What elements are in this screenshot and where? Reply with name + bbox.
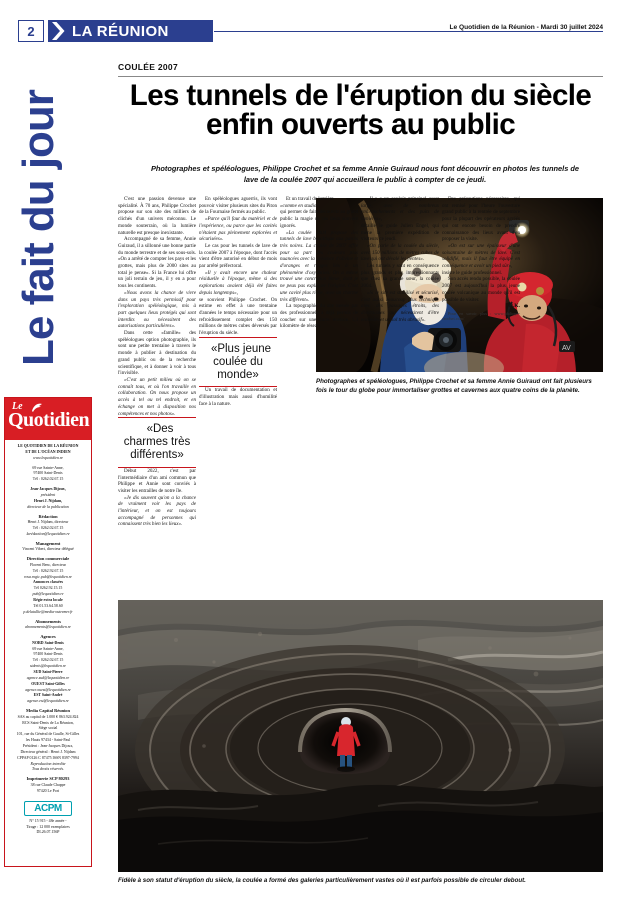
photo-caption-top: Photographes et spéléologues, Philippe Crochet et sa femme Annie Guiraud ont fait plusieurs fois le tour du globe pour immortaliser grottes et cavernes aux quatre coins de la planète. [316,378,592,394]
paragraph: Les tunnels y sont en conséquence plus grands et plus impressionnants que chez sa grande sœur, la coulée 2004. [361,263,439,290]
paragraph: insiste le guide professionnel. [442,269,502,276]
media-line-6: Président : Jean-Jacques Dijoux, [22,744,74,749]
director-role: directeur de la publication [27,504,69,509]
media-line-9: Reproduction interdite [30,761,66,766]
agence-ouest-mail[interactable]: agence.ouest@lequotidien.re [25,687,71,692]
agence-est-mail[interactable]: agence.est@lequotidien.re [27,699,69,704]
agence-nord-addr-2: 97400 Saint-Denis [33,652,63,657]
paragraph: Dans cette «famille» des spéléologues option photographie, ils sont une petite trentaine à travers le monde à publier à destination du grand public ou de la recherche scientifique, et à donner à voir à tous l'invisible. [118,330,196,377]
column-3 [280,196,358,330]
media-line-10: Tous droits réservés. [31,767,65,772]
column-4 [361,196,439,323]
paragraph: Et un travail de lumière [286,196,334,202]
paragraph-quote: «Il y avait encore une chaleur résiduelle à l'époque, même si des explorations avaient déjà été faites depuis longtemps», [199,269,277,296]
paragraph-quote: «Il y a un couloir principal assez large, avec de nombreux embranchements et des puits de lumières», [361,196,439,223]
paragraph-quote: «comme en studio», [280,202,321,209]
photo-lava-tunnel [118,600,603,872]
management-head: Management [35,540,61,546]
svg-text:AV: AV [562,345,571,352]
paragraph-quote: «Nous avons la chance de vivre dans un pays très permissif pour l'exploration spéléologique, mis à part quelques lieux protégés qui sont interdits ou nécessitent des autorisations particulières». [118,289,196,330]
media-line-4: 101, rue du Général de Gaulle, St-Gilles [16,732,80,737]
media-line-3: Siège social [38,726,58,731]
colophon-body [5,440,91,838]
paragraph: Son accès rendu possible, la coulée 2007 est aujourd'hui la plus jeune coulée volcanique au monde qu'il est possible de visiter. [442,276,520,303]
redaction-line: Henri J. Nijdam, directeur [27,520,69,525]
article-standfirst: Photographes et spéléologues, Philippe Crochet et sa femme Annie Guiraud nous font découvrir en photos les tunnels de lave de la coulée 2007 qui accueillera le public à compter de ce jeudi. [150,164,580,184]
media-line-5: les Hauts 97434 - Saint-Paul [25,738,71,743]
subhead-plus-jeune: «Plus jeune coulée du monde» [199,337,277,388]
agences-head: Agences [40,634,56,640]
media-line-2: RCS Saint-Denis de La Réunion, [22,720,74,725]
agence-nord-phone: Tél : 0262.02.67.15 [32,658,64,663]
classees-phone: Tél 0262.92.15.15 [33,586,63,591]
regie-head: Régie extra locale [33,598,63,603]
commercial-line: Florent Benc, directeur [30,562,66,567]
paragraph-quote: «La coulée 2004 propose des tunnels de lave basaltique aux parois très noires. La coulée de 2007 offre pour sa part des couleurs plus nuancées avec la présence d'olivine et d'oranges et rouges liés à un phénomène d'oxydation. On a même trouvé une concrétion bleue, dont je ne peux pas expliquer l'origine. C'est une cavité plus riche, avec un charme très différent». [280,229,358,303]
colophon-website[interactable]: www.lequotidien.re [32,455,64,460]
issue-line-2: Tirage : 12 000 exemplaires [26,824,70,829]
agence-sud-mail[interactable]: agence.sud@lequotidien.re [26,675,70,680]
media-head: Media Capital Réunion [26,708,70,714]
pub-mail[interactable]: pub@lequotidien.re [32,592,64,597]
redaction-mail[interactable]: larédaction@lequotidien.re [26,531,70,536]
imprimerie-head: Imprimerie SCP 80293 [26,776,70,782]
section-flag [48,20,213,42]
imprimerie-addr-2: 97420 Le Port [36,788,60,793]
paragraph-quote: «On parle de la coulée du siècle, avec 150 millions de mètres cubes de lave qui ont dévalé les pentes». [361,242,439,263]
paragraph: Le cas pour les tunnels de lave de la coulée 2007 à l'époque, dont l'accès vient d'être autorisé en début de mois par arrêté préfectoral. [199,242,277,270]
column-1 [118,196,196,528]
paragraph: En spéléologues aguerris, ils vont pouvoir visiter plusieurs sites du Piton de la Fournaise fermés au public. [199,196,277,216]
article-end-note: Pour en savoir plus : www.philippe-crochet.com/ [442,310,520,322]
article-kicker: COULÉE 2007 [118,62,178,72]
acpm-label: ACPM [34,802,62,814]
column-2 [199,196,277,408]
colophon-box [4,397,92,867]
regie-phone: Tél 01.53.64.58.60 [33,603,63,608]
chevron-right-icon [48,20,70,42]
colophon-address-1: 69 rue Sainte-Anne, [32,465,64,470]
president-name: Jean-Jacques Dijoux, [30,487,66,492]
commercial-phone: Tél : 0262.92.67.15 [32,568,64,573]
paragraph: se souvient Philippe Crochet. On estime en effet à une trentaine d'années le temps nécessaire pour un refroidissement complet des 150 millions de mètres cubes déversés par l'éruption du siècle. [199,296,277,337]
commercial-head: Direction commerciale [26,556,70,562]
subhead-des-charmes: «Des charmes très différents» [118,417,196,468]
colophon-phone: Tél : 0262.02.67.15 [32,477,64,482]
headline-line-1: Les tunnels de l'éruption du siècle [129,79,592,112]
director-name: Henri J. Nijdam, [33,498,63,503]
paragraph-quote: «On est sur une épaisseur d'une soixantaine de mètres de lave. C'est solidifié, mais il faut être équipé en conséquence et avoir un pied sûr», [442,242,520,270]
paragraph: Un travail de documentation et d'illustration mais aussi d'humilité face à la nature. [199,387,277,407]
page-number: 2 [18,20,44,42]
paragraph-quote: «Si le site est stabilisé et sécurisé, c'est aussi beaucoup plus technique avec des passages étroits, des diverticules qui nécessitent d'être encordés et un sol très abrasif». [361,289,439,323]
masthead-logo [5,398,91,440]
redaction-phone: Tél : 0262.02.67.15 [32,526,64,531]
section-label: LA RÉUNION [72,22,169,40]
issue-line-1: N° 15 915 - 48e année - [29,818,67,823]
agence-sud-head: SUD Saint-Pierre [33,669,63,674]
paragraph: Début 2022, c'est par l'intermédiaire d'un ami commun que Philippe et Annie sont conviés à visiter les entrailles de notre île. [118,467,196,494]
paragraph-quote: «Parce qu'il faut du matériel et de l'expérience, ou parce que les cavités n'étaient pas pleinement explorées et sécurisées». [199,216,277,243]
paragraph-quote: «Je dis souvent qu'on a la chance de vraiment voir les pays de l'intérieur, et on est toujours accompagné de personnes qui connaissent très bien les lieux». [118,494,196,528]
dateline: Le Quotidien de la Réunion - Mardi 30 juillet 2024 [443,24,603,31]
abos-head: Abonnements [35,618,61,624]
paragraph-quote: «C'est un petit milieu où on se connaît tous, et où l'on travaille en collaboration. On nous propose un accès à tel ou tel endroit, et en échange on met à disposition nos compétences et nos photos». [118,376,196,417]
colophon-title-2: ET DE L'OCÉAN INDIEN [25,449,71,454]
column-5 [442,196,520,322]
regie-mail[interactable]: p.delatullie@media-outremer.fr [23,609,73,614]
colophon-title-1: LE QUOTIDIEN DE LA RÉUNION [17,444,79,448]
media-line-8: CPPAP 0126 C 87475 ISSN 8397-7994 [17,755,79,760]
paragraph: C'est une passion devenue une spécialité. À 70 ans, Philippe Crochet propose sur son site des milliers de clichés d'un univers méconnu. Le monde souterrain, où la lumière naturelle est presque inexistante. [118,196,196,236]
logo-le-text: Le [12,401,23,412]
article-headline [118,79,603,141]
abos-mail[interactable]: abonnements@lequotidien.re [25,625,71,630]
paragraph: détaille le guide Julien Engel, qui mène la première expédition de visiteurs ce jeudi. [361,222,439,243]
paragraph: La topographie du site menée par des professionnels a déjà permis de coucher sur une carte environ 1,3 kilomètre de réseau. [280,303,358,330]
article-signature: D.K. [508,303,520,310]
agence-est-head: EST Saint-André [33,693,63,698]
headline-line-2: enfin ouverts au public [205,107,516,141]
logo-quotidien-text: Quotidien [8,409,90,431]
paragraph: qui permet de faire découvrir au grand public la magie de ces lieux souvent ignorés. [280,209,358,229]
redaction-head: Rédaction [38,513,58,519]
agence-nord-mail[interactable]: stdenis@lequotidien.re [30,664,66,669]
imprimerie-addr-1: 38 rue Claude Chappe [30,782,66,787]
photo-caption-bottom: Fidèle à son statut d'éruption du siècle, la coulée a formé des galeries particulièrement vastes où il est parfois possible de circuler debout. [118,877,526,884]
agence-ouest-head: OUEST Saint-Gilles [31,681,65,686]
classees-head: Annonces classées [33,580,63,585]
issue-line-3: DL26.07.156P [36,830,60,835]
media-line-1: SAS au capital de 1.000 € 863.924.824 [17,714,79,719]
president-role: président [40,493,56,498]
agence-nord-head: NORD Saint-Denis [32,640,64,645]
colophon-address-2: 97400 Saint-Denis [33,471,63,476]
acpm-logo [24,801,72,816]
media-line-7: Directeur général : Henri J. Nijdam [20,749,76,754]
rubric-vertical-title: Le fait du jour [14,90,63,366]
paragraph: Des précautions nécessaires, qui ont remisé pour l'heure l'ouverture grand public à la rentrée de septembre pour la plupart des opérateurs agréés qui ont encore besoin de prendre connaissance des lieux avant d'en proposer la visite. [442,196,520,243]
commercial-mail[interactable]: rosa.rogic.pub@lequotidien.re [24,574,72,579]
kicker-rule [118,76,603,77]
agence-nord-addr-1: 69 rue Sainte-Anne, [32,646,64,651]
paragraph: Accompagné de sa femme, Annie Guiraud, il a sillonné une bonne partie du monde terrestre et de ses sous-sols. «On a arrêté de compter les pays et les grottes, mais plus de 2000 sites au total je pense». Si la France lui offre un joli terrain de jeu, il y en a pour tous les continents. [118,236,196,290]
page-header [18,20,603,42]
management-line: Vincent Vibert, directeur délégué [22,547,74,552]
